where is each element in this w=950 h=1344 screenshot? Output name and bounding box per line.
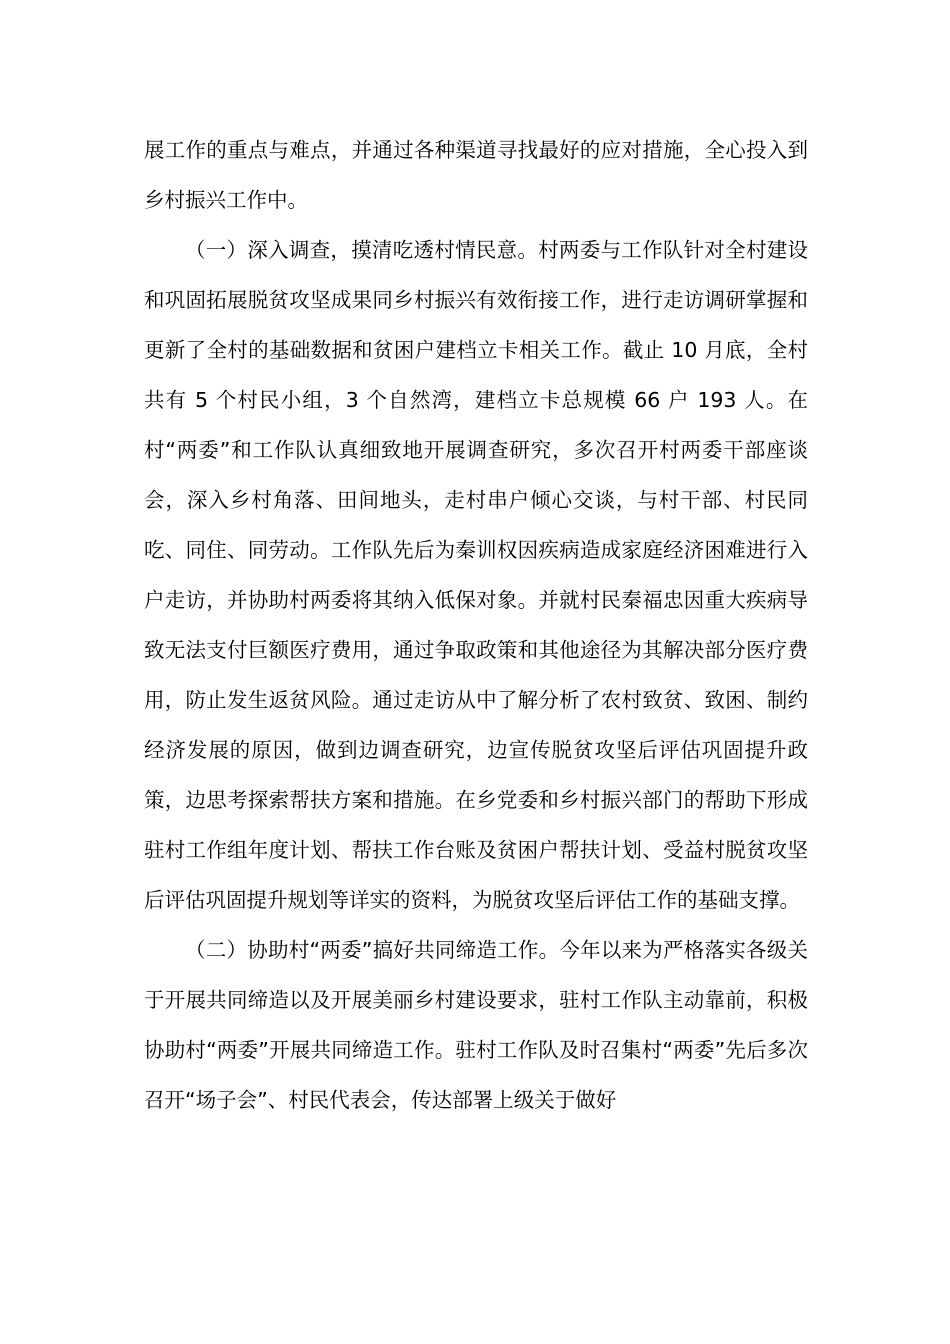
paragraph-section-1: （一）深入调查，摸清吃透村情民意。村两委与工作队针对全村建设和巩固拓展脱贫攻坚成果同乡村振兴有效衔接工作，进行走访调研掌握和更新了全村的基础数据和贫困户建档立卡相关工作。截止 10 月底，全村共有 5 个村民小组，3 个自然湾，建档立卡总规模 66 户 193 人。在村“两委”和工作队认真细致地开展调查研究，多次召开村两委干部座谈会，深入乡村角落、田间地头，走村串户倾心交谈，与村干部、村民同吃、同住、同劳动。工作队先后为秦训权因疾病造成家庭经济困难进行入户走访，并协助村两委将其纳入低保对象。并就村民秦福忠因重大疾病导致无法支付巨额医疗费用，通过争取政策和其他途径为其解决部分医疗费用，防止发生返贫风险。通过走访从中了解分析了农村致贫、致困、制约经济发展的原因，做到边调查研究，边宣传脱贫攻坚后评估巩固提升政策，边思考探索帮扶方案和措施。在乡党委和乡村振兴部门的帮助下形成驻村工作组年度计划、帮扶工作台账及贫困户帮扶计划、受益村脱贫攻坚后评估巩固提升规划等详实的资料，为脱贫攻坚后评估工作的基础支撑。	[144, 238, 808, 912]
document-body	[144, 125, 808, 1125]
paragraph-section-2: （二）协助村“两委”搞好共同缔造工作。今年以来为严格落实各级关于开展共同缔造以及开展美丽乡村建设要求，驻村工作队主动靠前，积极协助村“两委”开展共同缔造工作。驻村工作队及时召集村“两委”先后多次召开“场子会”、村民代表会，传达部署上级关于做好	[144, 938, 808, 1112]
paragraph-continuation: 展工作的重点与难点，并通过各种渠道寻找最好的应对措施，全心投入到乡村振兴工作中。	[144, 138, 808, 212]
